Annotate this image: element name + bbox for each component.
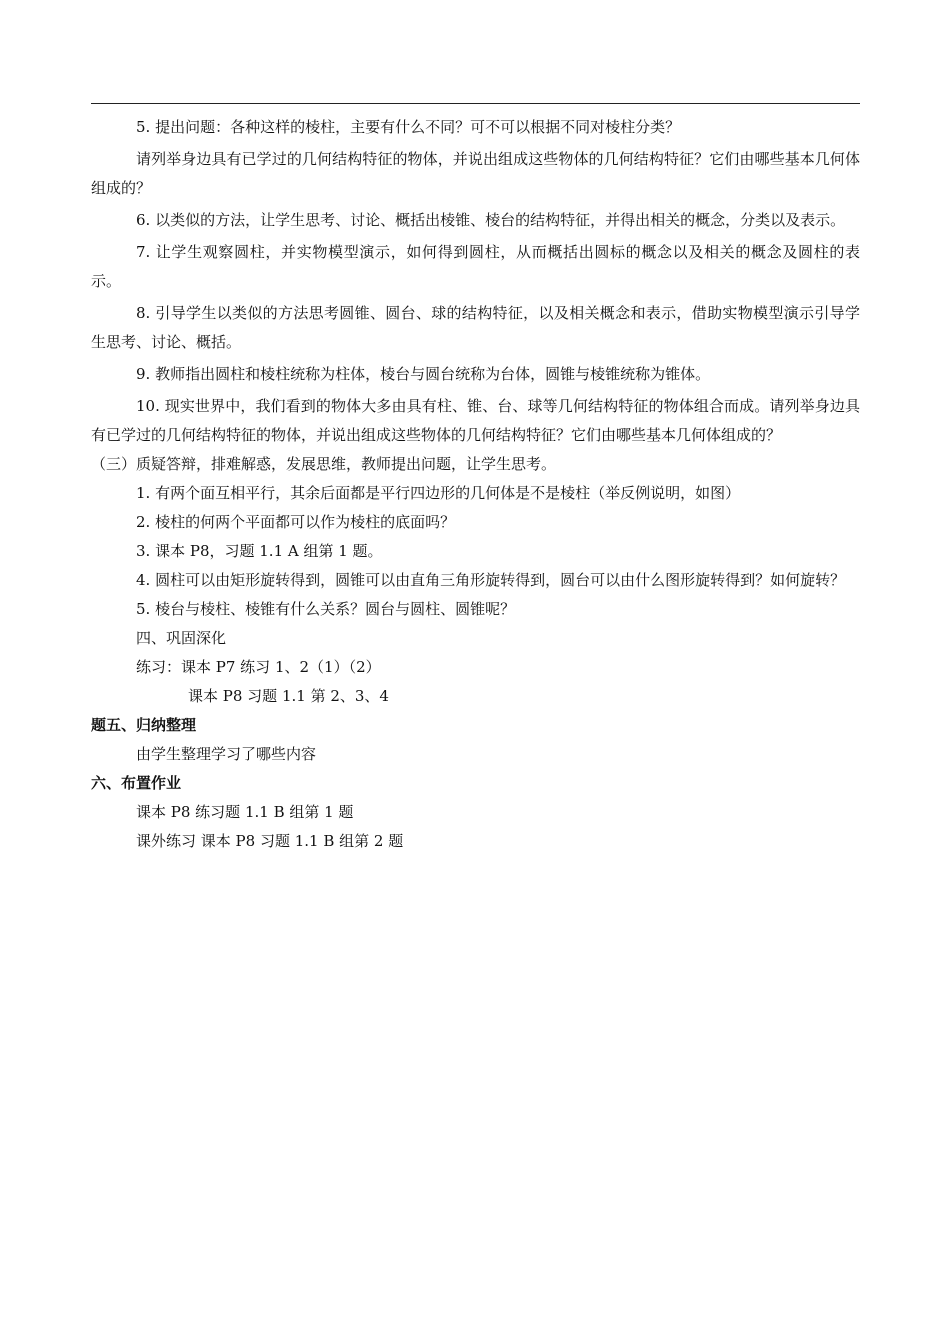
question-2: 2. 棱柱的何两个平面都可以作为棱柱的底面吗？ bbox=[136, 513, 456, 531]
paragraph-8: 8. 引导学生以类似的方法思考圆锥、圆台、球的结构特征，以及相关概念和表示，借助实物模型演示引导学生思考、讨论、概括。 bbox=[91, 304, 860, 351]
exercise-line-1: 练习：课本 P7 练习 1、2（1）（2） bbox=[136, 658, 381, 676]
paragraph-5: 5. 提出问题：各种这样的棱柱，主要有什么不同？可不可以根据不同对棱柱分类？ bbox=[136, 118, 681, 136]
section-3-heading: （三）质疑答辩，排难解惑，发展思维，教师提出问题，让学生思考。 bbox=[91, 455, 557, 473]
question-3: 3. 课本 P8，习题 1.1 A 组第 1 题。 bbox=[136, 542, 383, 560]
header-rule bbox=[91, 103, 860, 104]
question-5: 5. 棱台与棱柱、棱锥有什么关系？圆台与圆柱、圆锥呢？ bbox=[136, 600, 516, 618]
document-body bbox=[91, 113, 860, 856]
paragraph-7: 7. 让学生观察圆柱，并实物模型演示，如何得到圆柱，从而概括出圆标的概念以及相关的概念及圆柱的表示。 bbox=[91, 243, 860, 290]
section-5-heading: 题五、归纳整理 bbox=[91, 716, 197, 734]
paragraph-5-continued: 请列举身边具有已学过的几何结构特征的物体，并说出组成这些物体的几何结构特征？它们由哪些基本几何体组成的？ bbox=[91, 150, 860, 197]
question-4: 4. 圆柱可以由矩形旋转得到，圆锥可以由直角三角形旋转得到，圆台可以由什么图形旋转得到？如何旋转？ bbox=[136, 571, 846, 589]
paragraph-9: 9. 教师指出圆柱和棱柱统称为柱体，棱台与圆台统称为台体，圆锥与棱锥统称为锥体。 bbox=[136, 365, 711, 383]
section-4-heading: 四、巩固深化 bbox=[136, 629, 227, 647]
exercise-line-2: 课本 P8 习题 1.1 第 2、3、4 bbox=[188, 687, 389, 705]
homework-line-2: 课外练习 课本 P8 习题 1.1 B 组第 2 题 bbox=[136, 832, 404, 850]
section-6-heading: 六、布置作业 bbox=[91, 774, 182, 792]
question-1: 1. 有两个面互相平行，其余后面都是平行四边形的几何体是不是棱柱（举反例说明，如图） bbox=[136, 484, 741, 502]
paragraph-6: 6. 以类似的方法，让学生思考、讨论、概括出棱锥、棱台的结构特征，并得出相关的概念，分类以及表示。 bbox=[136, 211, 846, 229]
section-5-text: 由学生整理学习了哪些内容 bbox=[136, 745, 317, 763]
homework-line-1: 课本 P8 练习题 1.1 B 组第 1 题 bbox=[136, 803, 354, 821]
paragraph-10: 10. 现实世界中，我们看到的物体大多由具有柱、锥、台、球等几何结构特征的物体组合而成。请列举身边具有已学过的几何结构特征的物体，并说出组成这些物体的几何结构特征？它们由哪些基本几何体组成的？ bbox=[91, 397, 860, 444]
